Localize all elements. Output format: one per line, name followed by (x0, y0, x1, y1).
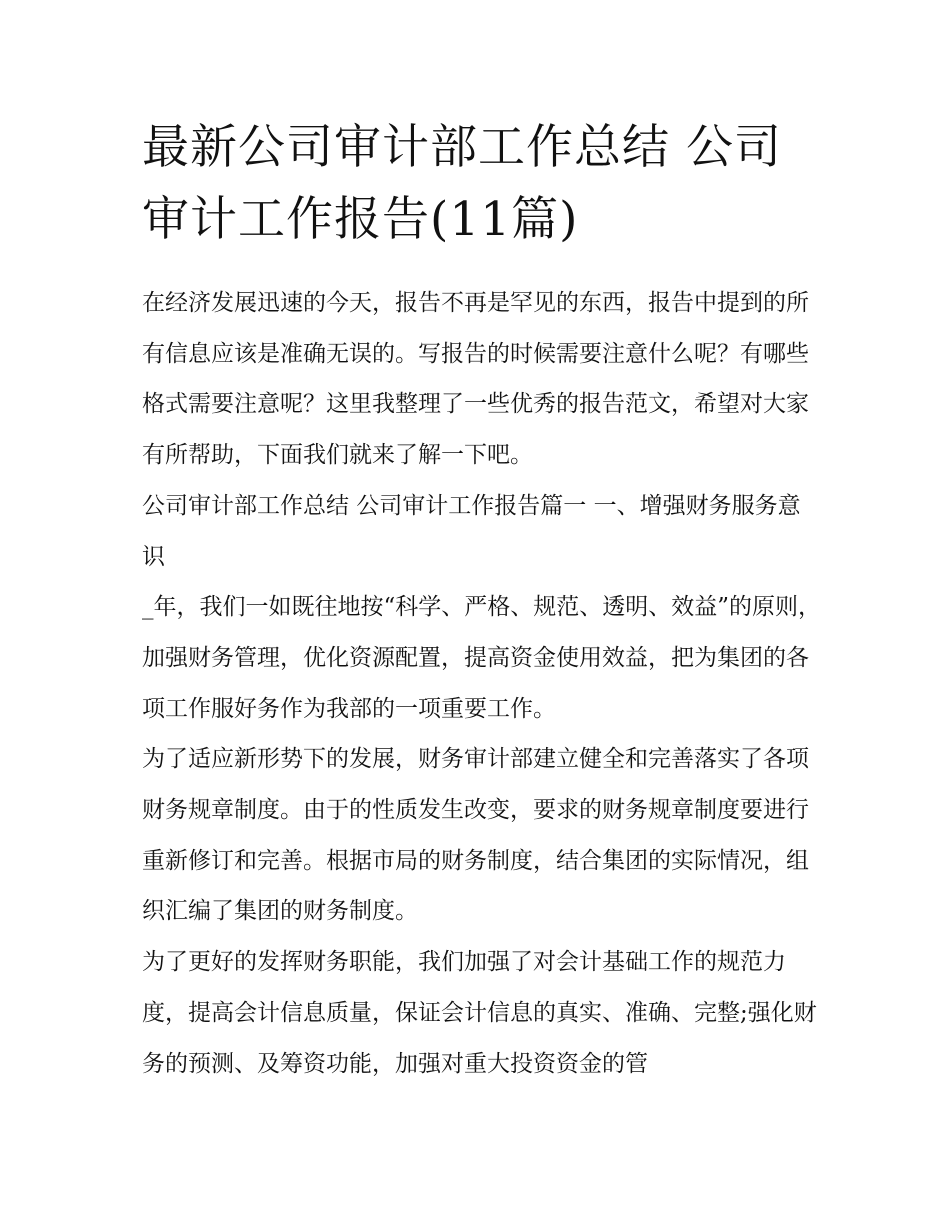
paragraph-principles: _年，我们一如既往地按“科学、严格、规范、透明、效益”的原则，加强财务管理，优化资源配置，提高资金使用效益，把为集团的各项工作服好务作为我部的一项重要工作。 (142, 594, 822, 722)
document-page (142, 112, 822, 1089)
paragraph-accounting: 为了更好的发挥财务职能，我们加强了对会计基础工作的规范力度，提高会计信息质量，保证会计信息的真实、准确、完整;强化财务的预测、及筹资功能，加强对重大投资资金的管 (142, 949, 817, 1077)
paragraph-regulations: 为了适应新形势下的发展，财务审计部建立健全和完善落实了各项财务规章制度。由于的性质发生改变，要求的财务规章制度要进行重新修订和完善。根据市局的财务制度，结合集团的实际情况，组织汇编了集团的财务制度。 (142, 746, 809, 925)
paragraph-intro: 在经济发展迅速的今天，报告不再是罕见的东西，报告中提到的所有信息应该是准确无误的。写报告的时候需要注意什么呢？有哪些格式需要注意呢？这里我整理了一些优秀的报告范文，希望对大家有所帮助，下面我们就来了解一下吧。 (142, 290, 809, 469)
document-body (142, 278, 822, 1089)
document-title: 最新公司审计部工作总结 公司审计工作报告(11篇) (142, 120, 782, 247)
paragraph-section-heading: 公司审计部工作总结 公司审计工作报告篇一 一、增强财务服务意识 (142, 492, 801, 570)
